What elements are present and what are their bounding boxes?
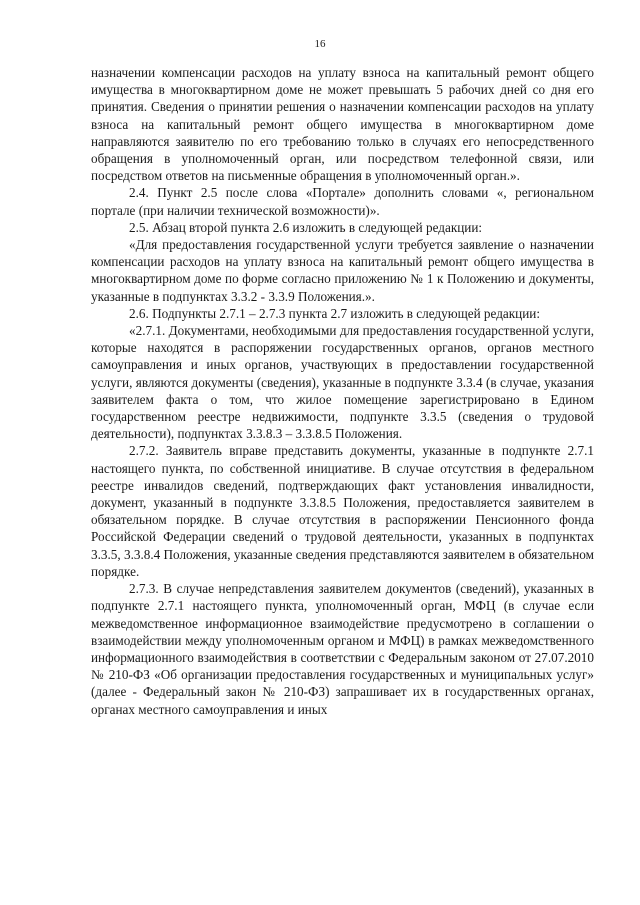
paragraph-2-7-2: 2.7.2. Заявитель вправе представить документы, указанные в подпункте 2.7.1 настоящего пункта, по собственной инициативе. В случае отсутствия в федеральном реестре инвалидов сведений, подтверждающих факт установления инвалидности, документ, указанный в подпункте 3.3.8.5 Положения, предоставляется заявителем в обязательном порядке. В случае отсутствия в распоряжении Пенсионного фонда Российской Федерации сведений о трудовой деятельности, указанных в подпунктах 3.3.5, 3.3.8.4 Положения, указанные сведения представляются заявителем в обязательном порядке.: [91, 443, 594, 579]
paragraph-continuation: назначении компенсации расходов на уплату взноса на капитальный ремонт общего имущества в многоквартирном доме не может превышать 5 рабочих дней со дня его принятия. Сведения о принятии решения о назначении компенсации расходов на уплату взноса на капитальный ремонт общего имущества в многоквартирном доме направляются заявителю по его требованию только в случаях его непосредственного обращения в уполномоченный орган, или посредством телефонной связи, или посредством ответов на письменные обращения в уполномоченный орган.».: [91, 65, 594, 184]
paragraph-2-5-text: «Для предоставления государственной услуги требуется заявление о назначении компенсации расходов на уплату взноса на капитальный ремонт общего имущества в многоквартирном доме по форме согласно приложению № 1 к Положению и документы, указанные в подпунктах 3.3.2 - 3.3.9 Положения.».: [91, 237, 594, 304]
paragraph-2-5: 2.5. Абзац второй пункта 2.6 изложить в следующей редакции:: [129, 219, 483, 235]
paragraph-2-7-3: 2.7.3. В случае непредставления заявителем документов (сведений), указанных в подпункте 2.7.1 настоящего пункта, уполномоченный орган, МФЦ (в случае если межведомственное информационное взаимодействие предусмотрено в соглашении о взаимодействии между уполномоченным органом и МФЦ) в рамках межведомственного информационного взаимодействия в соответствии с Федеральным законом от 27.07.2010 № 210-ФЗ «Об организации предоставления государственных и муниципальных услуг» (далее - Федеральный закон № 210-ФЗ) запрашивает их в государственных органах, органах местного самоуправления и иных: [91, 581, 594, 717]
paragraph-2-6: 2.6. Подпункты 2.7.1 – 2.7.3 пункта 2.7 изложить в следующей редакции:: [129, 305, 541, 321]
page-number: 16: [314, 38, 326, 50]
paragraph-2-7-1: «2.7.1. Документами, необходимыми для предоставления государственной услуги, которые находятся в распоряжении государственных органов, органов местного самоуправления и иных органов, участвующих в предоставлении государственной услуги, являются документы (сведения), указанные в подпункте 3.3.4 (в случае, указания заявителем факта о том, что жилое помещение зарегистрировано в Едином государственном реестре недвижимости, подпункте 3.3.5 (сведения о трудовой деятельности), подпунктах 3.3.8.3 – 3.3.8.5 Положения.: [91, 323, 594, 442]
paragraph-2-4: 2.4. Пункт 2.5 после слова «Портале» дополнить словами «, региональном портале (при наличии технической возможности)».: [91, 185, 594, 218]
document-body: [91, 64, 594, 718]
